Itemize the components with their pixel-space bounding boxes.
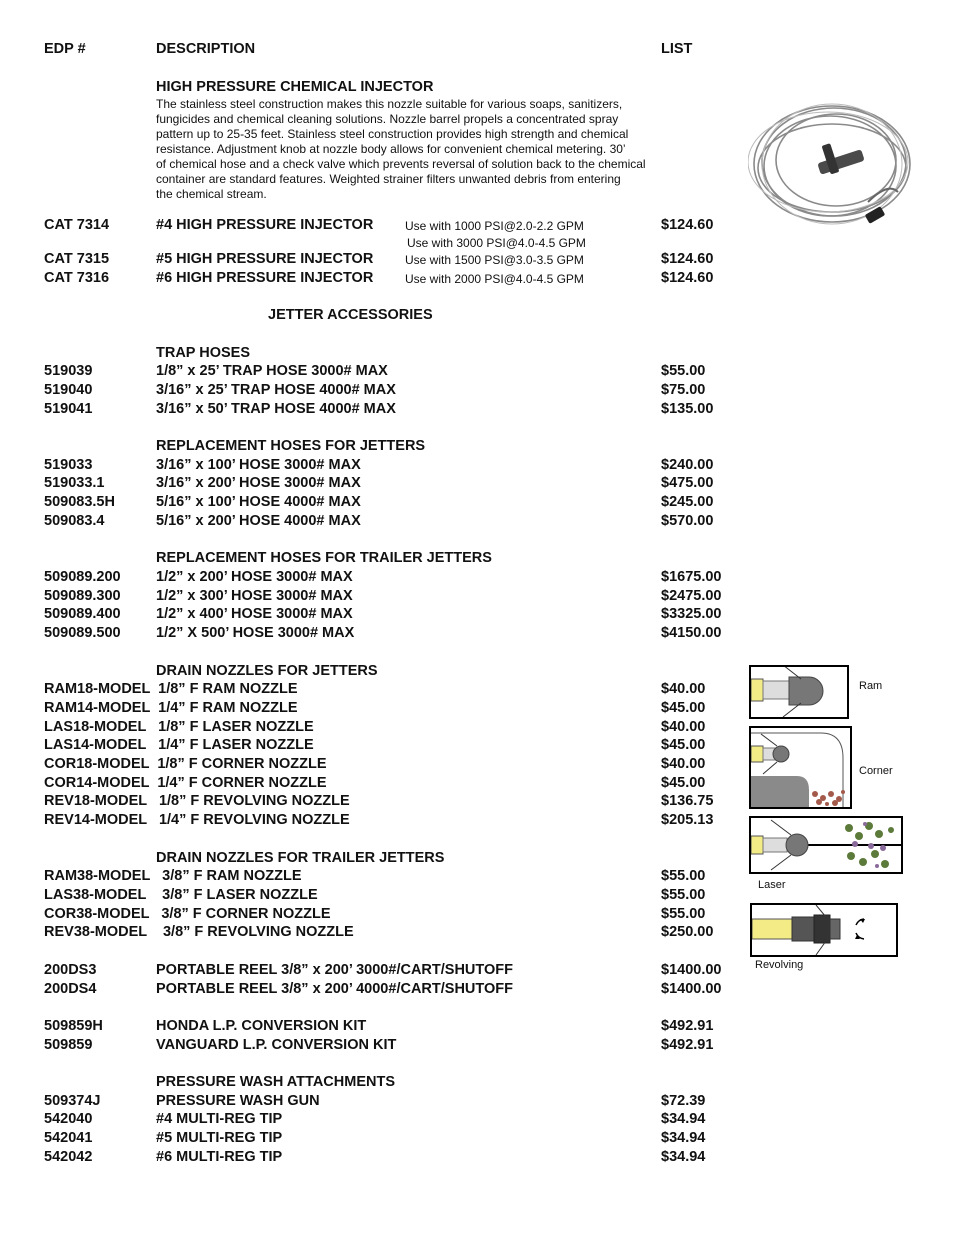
wash-price: $34.94 — [661, 1111, 706, 1127]
jetter-accessories-heading: JETTER ACCESSORIES — [268, 307, 433, 323]
revolving-nozzle-image — [750, 903, 898, 957]
injector-edp: CAT 7315 — [44, 251, 110, 267]
trailer-nozzle-line: COR38-MODEL 3/8” F CORNER NOZZLE — [44, 906, 331, 922]
laser-caption: Laser — [758, 879, 786, 891]
nozzle-line: LAS18-MODEL 1/8” F LASER NOZZLE — [44, 719, 314, 735]
nozzle-price: $45.00 — [661, 775, 706, 791]
injector-line: the chemical stream. — [156, 187, 267, 201]
ram-caption: Ram — [859, 680, 883, 692]
injector-line: The stainless steel construction makes this nozzle suitable for various soaps, sanitizers, — [156, 97, 623, 111]
trap-hose-edp: 519041 — [44, 401, 93, 417]
trailer-hose-desc: 1/2” x 400’ HOSE 3000# MAX — [156, 606, 353, 622]
corner-caption: Corner — [859, 765, 893, 777]
injector-use: Use with 1000 PSI@2.0-2.2 GPM — [405, 219, 584, 233]
trap-hose-price: $135.00 — [661, 401, 714, 417]
ram-nozzle-image — [749, 665, 849, 719]
trap-hose-edp: 519040 — [44, 382, 93, 398]
revolving-caption: Revolving — [755, 959, 804, 971]
injector-use: Use with 1500 PSI@3.0-3.5 GPM — [405, 253, 584, 267]
header-description: DESCRIPTION — [156, 41, 256, 57]
kit-edp: 509859 — [44, 1037, 93, 1053]
trailer-nozzle-price: $55.00 — [661, 906, 706, 922]
trailer-nozzle-price: $55.00 — [661, 868, 706, 884]
hose-desc: 3/16” x 100’ HOSE 3000# MAX — [156, 457, 361, 473]
reel-price: $1400.00 — [661, 962, 722, 978]
hose-edp: 509083.4 — [44, 513, 105, 529]
nozzle-line: COR18-MODEL 1/8” F CORNER NOZZLE — [44, 756, 327, 772]
injector-price: $124.60 — [661, 217, 714, 233]
chemical-injector-image — [748, 92, 916, 240]
trap-hose-price: $75.00 — [661, 382, 706, 398]
trailer-hose-edp: 509089.200 — [44, 569, 121, 585]
wash-desc: #4 MULTI-REG TIP — [156, 1111, 283, 1127]
kit-price: $492.91 — [661, 1037, 714, 1053]
reel-desc: PORTABLE REEL 3/8” x 200’ 4000#/CART/SHUTOFF — [156, 981, 513, 997]
injector-line: of chemical hose and a check valve which prevents reversal of solution back to the chemical — [156, 157, 646, 171]
injector-title: HIGH PRESSURE CHEMICAL INJECTOR — [156, 79, 434, 95]
reel-edp: 200DS3 — [44, 962, 97, 978]
injector-desc: #5 HIGH PRESSURE INJECTOR — [156, 251, 374, 267]
wash-desc: #5 MULTI-REG TIP — [156, 1130, 283, 1146]
trailer-nozzle-line: LAS38-MODEL 3/8” F LASER NOZZLE — [44, 887, 318, 903]
trailer-hoses-title: REPLACEMENT HOSES FOR TRAILER JETTERS — [156, 550, 492, 566]
nozzle-line: LAS14-MODEL 1/4” F LASER NOZZLE — [44, 737, 314, 753]
replacement-hoses-title: REPLACEMENT HOSES FOR JETTERS — [156, 438, 426, 454]
injector-edp: CAT 7314 — [44, 217, 110, 233]
trailer-hose-price: $2475.00 — [661, 588, 722, 604]
reel-desc: PORTABLE REEL 3/8” x 200’ 3000#/CART/SHUTOFF — [156, 962, 513, 978]
trailer-hose-desc: 1/2” X 500’ HOSE 3000# MAX — [156, 625, 355, 641]
laser-nozzle-image — [749, 816, 903, 874]
injector-desc: #4 HIGH PRESSURE INJECTOR — [156, 217, 374, 233]
injector-line: resistance. Adjustment knob at nozzle body allows for convenient chemical metering. 30’ — [156, 142, 626, 156]
injector-line: container are standard features. Weighted strainer filters unwanted debris from entering — [156, 172, 621, 186]
wash-edp: 542040 — [44, 1111, 93, 1127]
trailer-nozzle-line: REV38-MODEL 3/8” F REVOLVING NOZZLE — [44, 924, 354, 940]
hose-edp: 519033.1 — [44, 475, 105, 491]
wash-edp: 542041 — [44, 1130, 93, 1146]
injector-edp: CAT 7316 — [44, 270, 110, 286]
trailer-nozzles-title: DRAIN NOZZLES FOR TRAILER JETTERS — [156, 850, 445, 866]
trailer-hose-edp: 509089.300 — [44, 588, 121, 604]
nozzle-price: $45.00 — [661, 737, 706, 753]
trailer-nozzle-price: $55.00 — [661, 887, 706, 903]
hose-desc: 5/16” x 200’ HOSE 4000# MAX — [156, 513, 361, 529]
wash-desc: PRESSURE WASH GUN — [156, 1093, 320, 1109]
trap-hose-desc: 1/8” x 25’ TRAP HOSE 3000# MAX — [156, 363, 388, 379]
injector-price: $124.60 — [661, 251, 714, 267]
nozzle-line: COR14-MODEL 1/4” F CORNER NOZZLE — [44, 775, 327, 791]
trailer-nozzle-price: $250.00 — [661, 924, 714, 940]
trailer-hose-price: $3325.00 — [661, 606, 722, 622]
corner-nozzle-image — [749, 726, 852, 809]
trailer-hose-price: $1675.00 — [661, 569, 722, 585]
nozzle-price: $40.00 — [661, 719, 706, 735]
wash-edp: 542042 — [44, 1149, 93, 1165]
trap-hose-price: $55.00 — [661, 363, 706, 379]
nozzle-price: $136.75 — [661, 793, 714, 809]
header-list: LIST — [661, 41, 693, 57]
injector-price: $124.60 — [661, 270, 714, 286]
nozzle-price: $40.00 — [661, 756, 706, 772]
wash-desc: #6 MULTI-REG TIP — [156, 1149, 283, 1165]
injector-line: pattern up to 25-35 feet. Stainless steel construction provides high strength and chemical — [156, 127, 629, 141]
hose-edp: 519033 — [44, 457, 93, 473]
nozzle-line: REV18-MODEL 1/8” F REVOLVING NOZZLE — [44, 793, 350, 809]
kit-desc: VANGUARD L.P. CONVERSION KIT — [156, 1037, 397, 1053]
nozzle-price: $205.13 — [661, 812, 714, 828]
injector-desc: #6 HIGH PRESSURE INJECTOR — [156, 270, 374, 286]
kit-desc: HONDA L.P. CONVERSION KIT — [156, 1018, 367, 1034]
injector-use-alt: Use with 3000 PSI@4.0-4.5 GPM — [407, 236, 586, 250]
wash-price: $34.94 — [661, 1130, 706, 1146]
trailer-hose-desc: 1/2” x 200’ HOSE 3000# MAX — [156, 569, 353, 585]
trap-hose-desc: 3/16” x 25’ TRAP HOSE 4000# MAX — [156, 382, 396, 398]
nozzle-line: RAM18-MODEL 1/8” F RAM NOZZLE — [44, 681, 298, 697]
trailer-hose-edp: 509089.400 — [44, 606, 121, 622]
nozzle-price: $45.00 — [661, 700, 706, 716]
wash-edp: 509374J — [44, 1093, 101, 1109]
hose-price: $475.00 — [661, 475, 714, 491]
trailer-hose-price: $4150.00 — [661, 625, 722, 641]
header-edp: EDP # — [44, 41, 86, 57]
injector-description — [156, 97, 676, 202]
hose-edp: 509083.5H — [44, 494, 115, 510]
hose-price: $570.00 — [661, 513, 714, 529]
nozzle-price: $40.00 — [661, 681, 706, 697]
nozzle-line: RAM14-MODEL 1/4” F RAM NOZZLE — [44, 700, 298, 716]
reel-price: $1400.00 — [661, 981, 722, 997]
trailer-nozzle-line: RAM38-MODEL 3/8” F RAM NOZZLE — [44, 868, 302, 884]
injector-line: fungicides and chemical cleaning solutions. Nozzle barrel propels a concentrated spray — [156, 112, 619, 126]
wash-price: $72.39 — [661, 1093, 706, 1109]
kit-price: $492.91 — [661, 1018, 714, 1034]
trap-hoses-title: TRAP HOSES — [156, 345, 251, 361]
hose-desc: 5/16” x 100’ HOSE 4000# MAX — [156, 494, 361, 510]
injector-use: Use with 2000 PSI@4.0-4.5 GPM — [405, 272, 584, 286]
trap-hose-desc: 3/16” x 50’ TRAP HOSE 4000# MAX — [156, 401, 396, 417]
reel-edp: 200DS4 — [44, 981, 97, 997]
drain-nozzles-title: DRAIN NOZZLES FOR JETTERS — [156, 663, 378, 679]
nozzle-line: REV14-MODEL 1/4” F REVOLVING NOZZLE — [44, 812, 350, 828]
hose-desc: 3/16” x 200’ HOSE 3000# MAX — [156, 475, 361, 491]
trailer-hose-desc: 1/2” x 300’ HOSE 3000# MAX — [156, 588, 353, 604]
hose-price: $245.00 — [661, 494, 714, 510]
hose-price: $240.00 — [661, 457, 714, 473]
kit-edp: 509859H — [44, 1018, 103, 1034]
wash-price: $34.94 — [661, 1149, 706, 1165]
trap-hose-edp: 519039 — [44, 363, 93, 379]
trailer-hose-edp: 509089.500 — [44, 625, 121, 641]
pressure-wash-title: PRESSURE WASH ATTACHMENTS — [156, 1074, 395, 1090]
